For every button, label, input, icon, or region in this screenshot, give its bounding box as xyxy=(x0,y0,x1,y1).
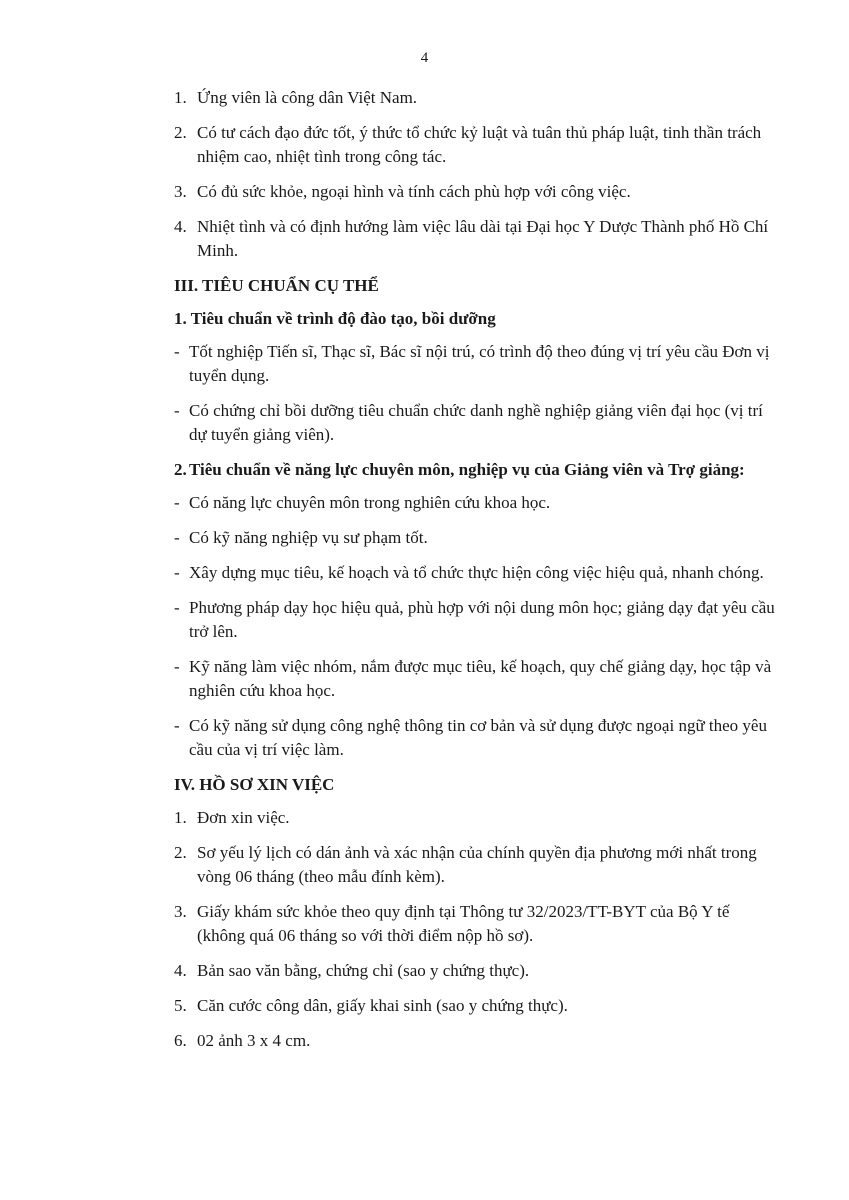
subsection-heading xyxy=(174,458,778,482)
list-marker: 4. xyxy=(174,961,187,980)
list-item xyxy=(174,959,778,983)
list-marker: 1. xyxy=(174,808,187,827)
list-item xyxy=(174,841,778,889)
list-item xyxy=(174,714,778,762)
list-marker: - xyxy=(174,598,180,617)
list-item-text: Căn cước công dân, giấy khai sinh (sao y chứng thực). xyxy=(197,996,568,1015)
list-item xyxy=(174,806,778,830)
list-item xyxy=(174,526,778,550)
list-item-text: Ứng viên là công dân Việt Nam. xyxy=(197,88,418,107)
list-item xyxy=(174,900,778,948)
page-number: 4 xyxy=(420,50,429,66)
list-item-text: Nhiệt tình và có định hướng làm việc lâu dài tại Đại học Y Dược Thành phố Hồ Chí Minh. xyxy=(197,217,769,260)
list-item-text: Tốt nghiệp Tiến sĩ, Thạc sĩ, Bác sĩ nội trú, có trình độ theo đúng vị trí yêu cầu Đơn vị tuyển dụng. xyxy=(189,342,770,385)
list-marker: - xyxy=(174,528,180,547)
list-item xyxy=(174,399,778,447)
subsection-heading: 1. Tiêu chuẩn về trình độ đào tạo, bồi dưỡng xyxy=(174,309,496,328)
list-marker: - xyxy=(174,493,180,512)
list-item xyxy=(174,994,778,1018)
list-item xyxy=(174,655,778,703)
intro-list xyxy=(174,86,778,263)
list-item-text: Xây dựng mục tiêu, kế hoạch và tổ chức thực hiện công việc hiệu quả, nhanh chóng. xyxy=(189,563,764,582)
list-marker: 3. xyxy=(174,182,187,201)
list-marker: 4. xyxy=(174,217,187,236)
list-item xyxy=(174,86,778,110)
list-marker: - xyxy=(174,716,180,735)
list-item-text: Phương pháp dạy học hiệu quả, phù hợp với nội dung môn học; giảng dạy đạt yêu cầu trở lên. xyxy=(189,598,775,641)
list-item xyxy=(174,121,778,169)
list-marker: - xyxy=(174,401,180,420)
list-item xyxy=(174,180,778,204)
list-marker: - xyxy=(174,657,180,676)
list-item-text: Có tư cách đạo đức tốt, ý thức tổ chức kỷ luật và tuân thủ pháp luật, tinh thần trách nhiệm cao, nhiệt tình trong công tác. xyxy=(197,123,762,166)
section-heading: IV. HỒ SƠ XIN VIỆC xyxy=(174,775,335,794)
list-marker: 2. xyxy=(174,843,187,862)
list-item xyxy=(174,340,778,388)
list-item xyxy=(174,491,778,515)
list-item-text: Giấy khám sức khỏe theo quy định tại Thông tư 32/2023/TT-BYT của Bộ Y tế (không quá 06 tháng so với thời điểm nộp hồ sơ). xyxy=(197,902,730,945)
standards-training-list xyxy=(174,340,778,447)
list-item-text: Kỹ năng làm việc nhóm, nắm được mục tiêu, kế hoạch, quy chế giảng dạy, học tập và nghiên cứu khoa học. xyxy=(189,657,772,700)
list-item xyxy=(174,215,778,263)
list-item-text: Đơn xin việc. xyxy=(197,808,290,827)
list-item-text: Có chứng chỉ bồi dưỡng tiêu chuẩn chức danh nghề nghiệp giảng viên đại học (vị trí dự tuyển giảng viên). xyxy=(189,401,763,444)
list-item-text: Bản sao văn bằng, chứng chỉ (sao y chứng thực). xyxy=(197,961,530,980)
list-item-text: 02 ảnh 3 x 4 cm. xyxy=(197,1031,311,1050)
list-item xyxy=(174,596,778,644)
list-item xyxy=(174,1029,778,1053)
list-marker: 6. xyxy=(174,1031,187,1050)
list-marker: - xyxy=(174,342,180,361)
application-documents-list xyxy=(174,806,778,1053)
list-marker: 2. xyxy=(174,123,187,142)
subsection-heading-text: Tiêu chuẩn về năng lực chuyên môn, nghiệp vụ của Giảng viên và Trợ giảng: xyxy=(189,460,745,479)
list-item-text: Có kỹ năng sử dụng công nghệ thông tin cơ bản và sử dụng được ngoại ngữ theo yêu cầu của vị trí việc làm. xyxy=(189,716,767,759)
list-marker: - xyxy=(174,563,180,582)
list-item-text: Có kỹ năng nghiệp vụ sư phạm tốt. xyxy=(189,528,428,547)
list-marker: 1. xyxy=(174,88,187,107)
list-marker: 3. xyxy=(174,902,187,921)
document-body xyxy=(174,86,778,1064)
list-marker: 5. xyxy=(174,996,187,1015)
list-item-text: Có năng lực chuyên môn trong nghiên cứu khoa học. xyxy=(189,493,551,512)
list-item-text: Sơ yếu lý lịch có dán ảnh và xác nhận của chính quyền địa phương mới nhất trong vòng 06 tháng (theo mẫu đính kèm). xyxy=(197,843,757,886)
standards-competency-list xyxy=(174,491,778,762)
subsection-marker: 2. xyxy=(174,460,187,479)
section-heading: III. TIÊU CHUẨN CỤ THỂ xyxy=(174,276,379,295)
list-item xyxy=(174,561,778,585)
list-item-text: Có đủ sức khỏe, ngoại hình và tính cách phù hợp với công việc. xyxy=(197,182,631,201)
